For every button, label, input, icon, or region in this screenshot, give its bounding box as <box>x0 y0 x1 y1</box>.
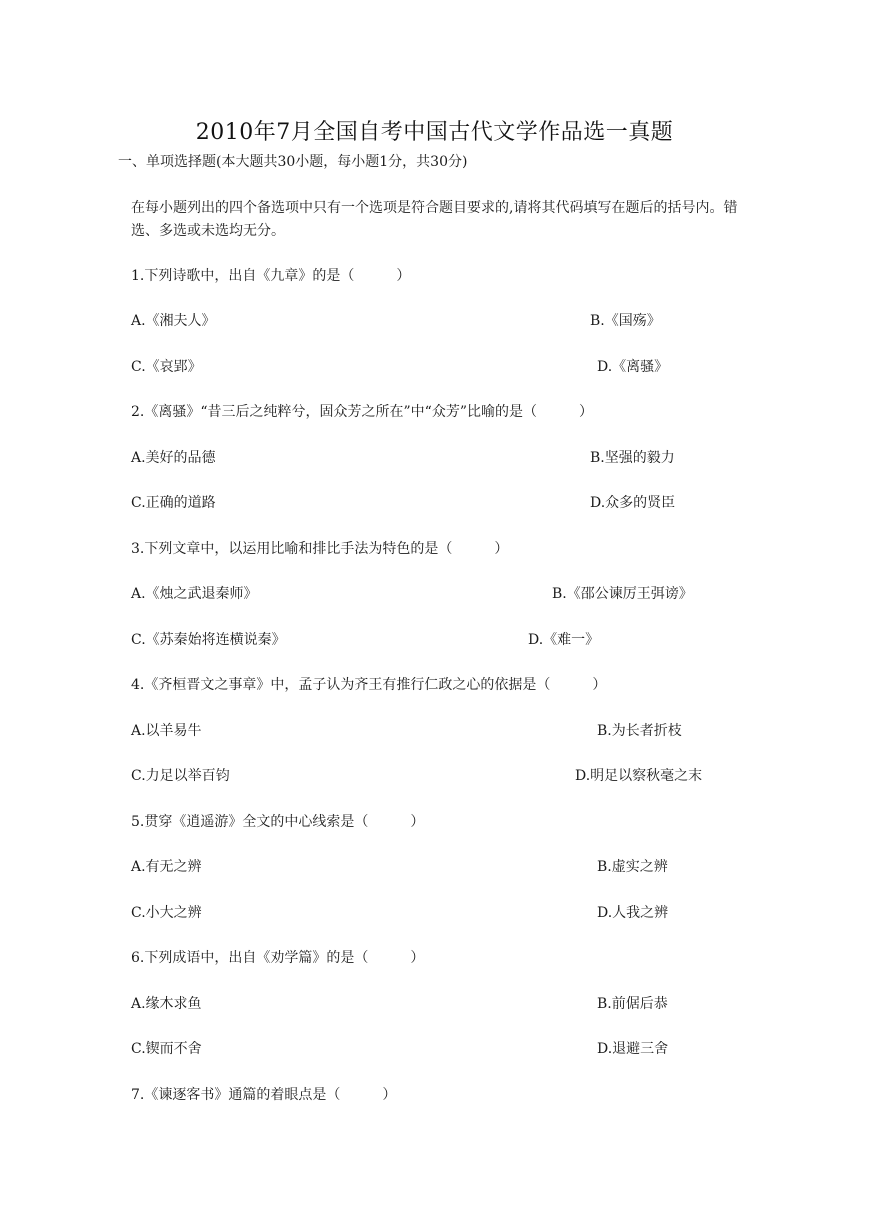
question-stem: 6.下列成语中，出自《劝学篇》的是（ ） <box>131 950 425 966</box>
option-b: B.坚强的毅力 <box>590 450 675 466</box>
option-c: C.正确的道路 <box>131 495 216 511</box>
option-a: A.有无之辨 <box>131 859 202 875</box>
question-stem: 3.下列文章中，以运用比喻和排比手法为特色的是（ ） <box>131 541 509 557</box>
option-d: D.众多的贤臣 <box>590 495 676 511</box>
option-d: D.退避三舍 <box>597 1041 669 1057</box>
question-stem: 2.《离骚》“昔三后之纯粹兮，固众芳之所在”中“众芳”比喻的是（ ） <box>131 404 593 420</box>
option-c: C.《苏秦始将连横说秦》 <box>131 632 286 648</box>
option-b: B.《国殇》 <box>590 313 661 329</box>
question-stem: 1.下列诗歌中，出自《九章》的是（ ） <box>131 268 411 284</box>
option-b: B.虚实之辨 <box>597 859 668 875</box>
option-b: B.前倨后恭 <box>597 996 668 1012</box>
option-d: D.《难一》 <box>528 632 600 648</box>
option-d: D.《离骚》 <box>597 359 669 375</box>
option-a: A.缘木求鱼 <box>131 996 202 1012</box>
option-c: C.锲而不舍 <box>131 1041 202 1057</box>
option-c: C.小大之辨 <box>131 905 202 921</box>
option-b: B.《邵公谏厉王弭谤》 <box>552 586 693 602</box>
option-a: A.《湘夫人》 <box>131 313 216 329</box>
question-stem: 5.贯穿《逍遥游》全文的中心线索是（ ） <box>131 814 425 830</box>
section-heading: 一、单项选择题(本大题共30小题，每小题1分，共30分) <box>118 154 468 170</box>
option-a: A.美好的品德 <box>131 450 216 466</box>
option-a: A.《烛之武退秦师》 <box>131 586 258 602</box>
option-d: D.明足以察秋毫之末 <box>575 768 703 784</box>
option-b: B.为长者折枝 <box>597 723 682 739</box>
option-a: A.以羊易牛 <box>131 723 202 739</box>
question-stem: 4.《齐桓晋文之事章》中，孟子认为齐王有推行仁政之心的依据是（ ） <box>131 677 607 693</box>
instructions: 在每小题列出的四个备选项中只有一个选项是符合题目要求的,请将其代码填写在题后的括号内。错选、多选或未选均无分。 <box>131 200 738 239</box>
document-title: 2010年7月全国自考中国古代文学作品选一真题 <box>195 120 674 145</box>
question-stem: 7.《谏逐客书》通篇的着眼点是（ ） <box>131 1087 397 1103</box>
option-d: D.人我之辨 <box>597 905 669 921</box>
option-c: C.《哀郢》 <box>131 359 202 375</box>
option-c: C.力足以举百钧 <box>131 768 230 784</box>
